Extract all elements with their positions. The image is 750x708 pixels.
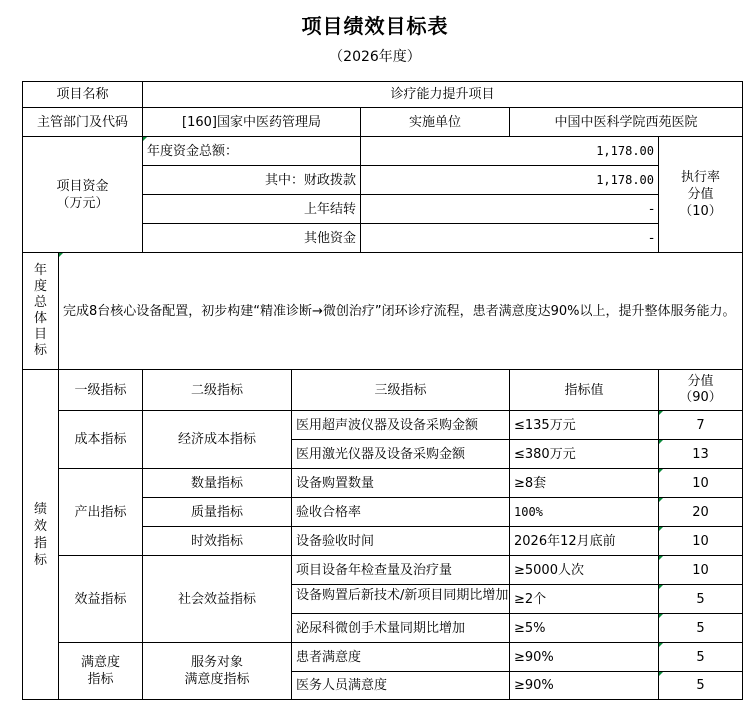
row-7-score: 5: [658, 613, 743, 643]
funds-other-label: 其他资金: [142, 223, 361, 253]
exec-rate-text: 执行率 分值 （10）: [679, 170, 722, 219]
funds-label: [22, 136, 143, 253]
row-3-value: 100%: [509, 497, 659, 527]
row-8-score: 5: [658, 642, 743, 672]
row-5-value: ≥5000人次: [509, 555, 659, 585]
row-7-name: 泌尿科微创手术量同期比增加: [291, 613, 510, 643]
funds-carryover-label: 上年结转: [142, 194, 361, 224]
row-7-value: ≥5%: [509, 613, 659, 643]
header-value: 指标值: [509, 369, 659, 411]
header-level1: 一级指标: [58, 369, 143, 411]
row-2-score: 10: [658, 468, 743, 498]
row-0-value: ≤135万元: [509, 410, 659, 440]
unit-label: 实施单位: [360, 107, 510, 137]
row-0-score: 7: [658, 410, 743, 440]
group-timeliness: 时效指标: [142, 526, 292, 556]
dept-label: 主管部门及代码: [22, 107, 143, 137]
row-4-name: 设备验收时间: [291, 526, 510, 556]
row-1-name: 医用激光仪器及设备采购金额: [291, 439, 510, 469]
row-0-name: 医用超声波仪器及设备采购金额: [291, 410, 510, 440]
funds-carryover-value: -: [360, 194, 659, 224]
group-service-text: 服务对象 满意度指标: [184, 655, 250, 687]
page-title: 项目绩效目标表: [301, 14, 449, 38]
row-3-score: 20: [658, 497, 743, 527]
exec-rate-label: [658, 136, 743, 253]
page-subtitle-year: （2026年度）: [329, 49, 421, 65]
funds-fiscal-value: 1,178.00: [360, 165, 659, 195]
group-quantity: 数量指标: [142, 468, 292, 498]
group-satisfaction-text: 满意度 指标: [80, 655, 120, 687]
funds-total-label: 年度资金总额：: [142, 136, 361, 166]
row-5-name: 项目设备年检查量及治疗量: [291, 555, 510, 585]
row-8-value: ≥90%: [509, 642, 659, 672]
row-1-score: 13: [658, 439, 743, 469]
header-level3: 三级指标: [291, 369, 510, 411]
goal-text: 完成8台核心设备配置，初步构建“精准诊断→微创治疗”闭环诊疗流程，患者满意度达90%以上，提升整体服务能力。: [58, 252, 743, 370]
project-name-value: 诊疗能力提升项目: [142, 81, 743, 108]
row-4-value: 2026年12月底前: [509, 526, 659, 556]
row-5-score: 10: [658, 555, 743, 585]
row-9-name: 医务人员满意度: [291, 671, 510, 700]
group-service: [142, 642, 292, 700]
group-cost-sub: 经济成本指标: [142, 410, 292, 469]
project-name-label: 项目名称: [22, 81, 143, 108]
header-level2: 二级指标: [142, 369, 292, 411]
row-2-name: 设备购置数量: [291, 468, 510, 498]
goal-label: [22, 252, 59, 370]
group-output: 产出指标: [58, 468, 143, 556]
row-6-name: 设备购置后新技术/新项目同期比增加: [291, 584, 510, 614]
row-1-value: ≤380万元: [509, 439, 659, 469]
funds-fiscal-label: 其中：财政拨款: [142, 165, 361, 195]
goal-label-text: 年 度 总 体 目 标: [33, 263, 47, 358]
group-cost: 成本指标: [58, 410, 143, 469]
row-8-name: 患者满意度: [291, 642, 510, 672]
group-benefit: 效益指标: [58, 555, 143, 643]
group-quality: 质量指标: [142, 497, 292, 527]
funds-label-text: 项目资金 （万元）: [56, 178, 109, 211]
row-9-value: ≥90%: [509, 671, 659, 700]
row-6-score: 5: [658, 584, 743, 614]
header-score: [658, 369, 743, 411]
group-social: 社会效益指标: [142, 555, 292, 643]
row-3-name: 验收合格率: [291, 497, 510, 527]
perf-label-text: 绩 效 指 标: [33, 501, 47, 568]
row-2-value: ≥8套: [509, 468, 659, 498]
row-9-score: 5: [658, 671, 743, 700]
unit-value: 中国中医科学院西苑医院: [509, 107, 743, 137]
funds-total-value: 1,178.00: [360, 136, 659, 166]
funds-other-value: -: [360, 223, 659, 253]
group-satisfaction: [58, 642, 143, 700]
row-6-value: ≥2个: [509, 584, 659, 614]
row-4-score: 10: [658, 526, 743, 556]
dept-value: [160]国家中医药管理局: [142, 107, 361, 137]
perf-label: [22, 369, 59, 700]
header-score-text: 分值 （90）: [679, 374, 722, 405]
